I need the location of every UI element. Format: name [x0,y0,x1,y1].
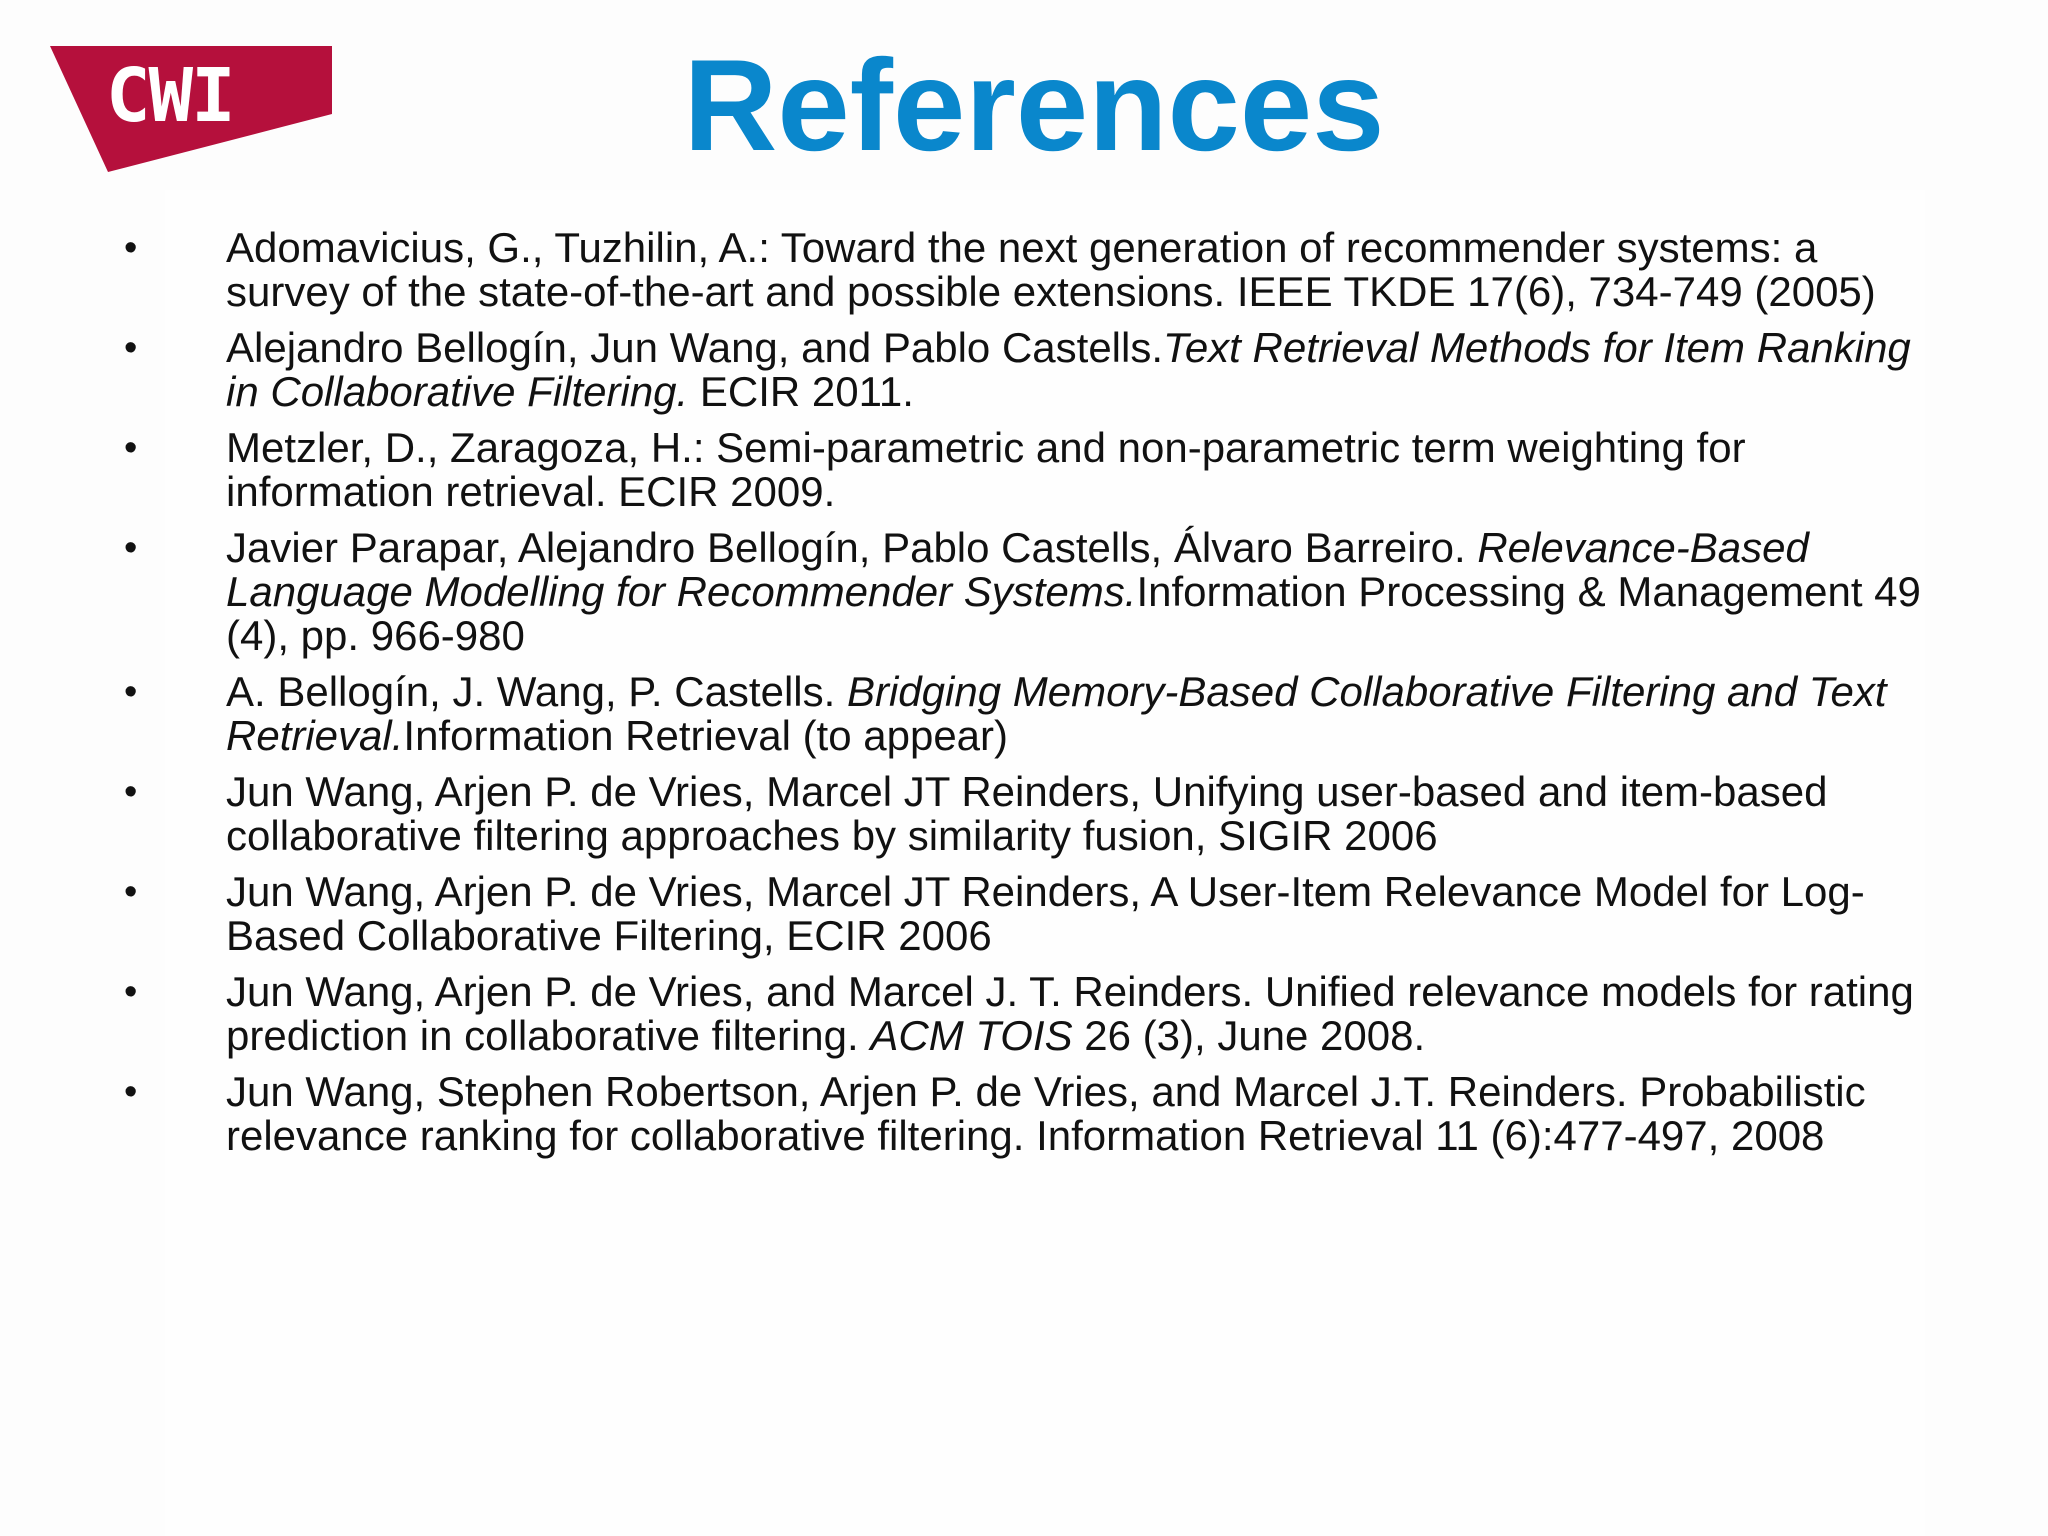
page-title: References [683,32,1385,178]
reference-text: Adomavicius, G., Tuzhilin, A.: Toward the next generation of recommender systems: a survey of the state-of-the-art and possible extensions. IEEE TKDE 17(6), 734-749 (2005) [226,224,1876,315]
reference-item [0,326,2048,414]
reference-text: Jun Wang, Stephen Robertson, Arjen P. de Vries, and Marcel J.T. Reinders. Probabilistic relevance ranking for collaborative filtering. Information Retrieval 11 (6):477-497, 2008 [226,1068,1866,1159]
reference-text: 26 (3), June 2008. [1072,1012,1426,1059]
reference-title-italic: Bridging Memory-Based Collaborative Filtering and Text Retrieval. [226,668,1887,759]
reference-text: Javier Parapar, Alejandro Bellogín, Pablo Castells, Álvaro Barreiro. [226,524,1478,571]
reference-text: Information Processing & Management 49 (4), pp. 966-980 [226,568,1921,659]
bullet-icon: • [124,771,138,813]
reference-item [0,770,2048,858]
reference-text: ECIR 2011. [688,368,914,415]
bullet-icon: • [124,427,138,469]
reference-text: Jun Wang, Arjen P. de Vries, and Marcel J. T. Reinders. Unified relevance models for rating prediction in collaborative filtering. [226,968,1914,1059]
reference-item [0,970,2048,1058]
reference-item [0,870,2048,958]
reference-item [0,670,2048,758]
reference-item [0,226,2048,314]
bullet-icon: • [124,971,138,1013]
reference-item [0,426,2048,514]
reference-title-italic: Text Retrieval Methods for Item Ranking in Collaborative Filtering. [226,324,1911,415]
bullet-icon: • [124,527,138,569]
reference-text: Jun Wang, Arjen P. de Vries, Marcel JT Reinders, Unifying user-based and item-based collaborative filtering approaches by similarity fusion, SIGIR 2006 [226,768,1828,859]
reference-text: Alejandro Bellogín, Jun Wang, and Pablo Castells. [226,324,1164,371]
reference-title-italic: Relevance-Based Language Modelling for Recommender Systems. [226,524,1809,615]
reference-text: Jun Wang, Arjen P. de Vries, Marcel JT Reinders, A User-Item Relevance Model for Log-Based Collaborative Filtering, ECIR 2006 [226,868,1865,959]
reference-text: Information Retrieval (to appear) [403,712,1009,759]
logo-text: CWI [106,53,234,139]
reference-text: A. Bellogín, J. Wang, P. Castells. [226,668,847,715]
reference-item [0,1070,2048,1158]
bullet-icon: • [124,1071,138,1113]
reference-list [0,226,2048,1170]
reference-item [0,526,2048,658]
reference-title-italic: ACM TOIS [870,1012,1073,1059]
bullet-icon: • [124,327,138,369]
bullet-icon: • [124,227,138,269]
reference-text: Metzler, D., Zaragoza, H.: Semi-parametric and non-parametric term weighting for information retrieval. ECIR 2009. [226,424,1746,515]
bullet-icon: • [124,671,138,713]
bullet-icon: • [124,871,138,913]
